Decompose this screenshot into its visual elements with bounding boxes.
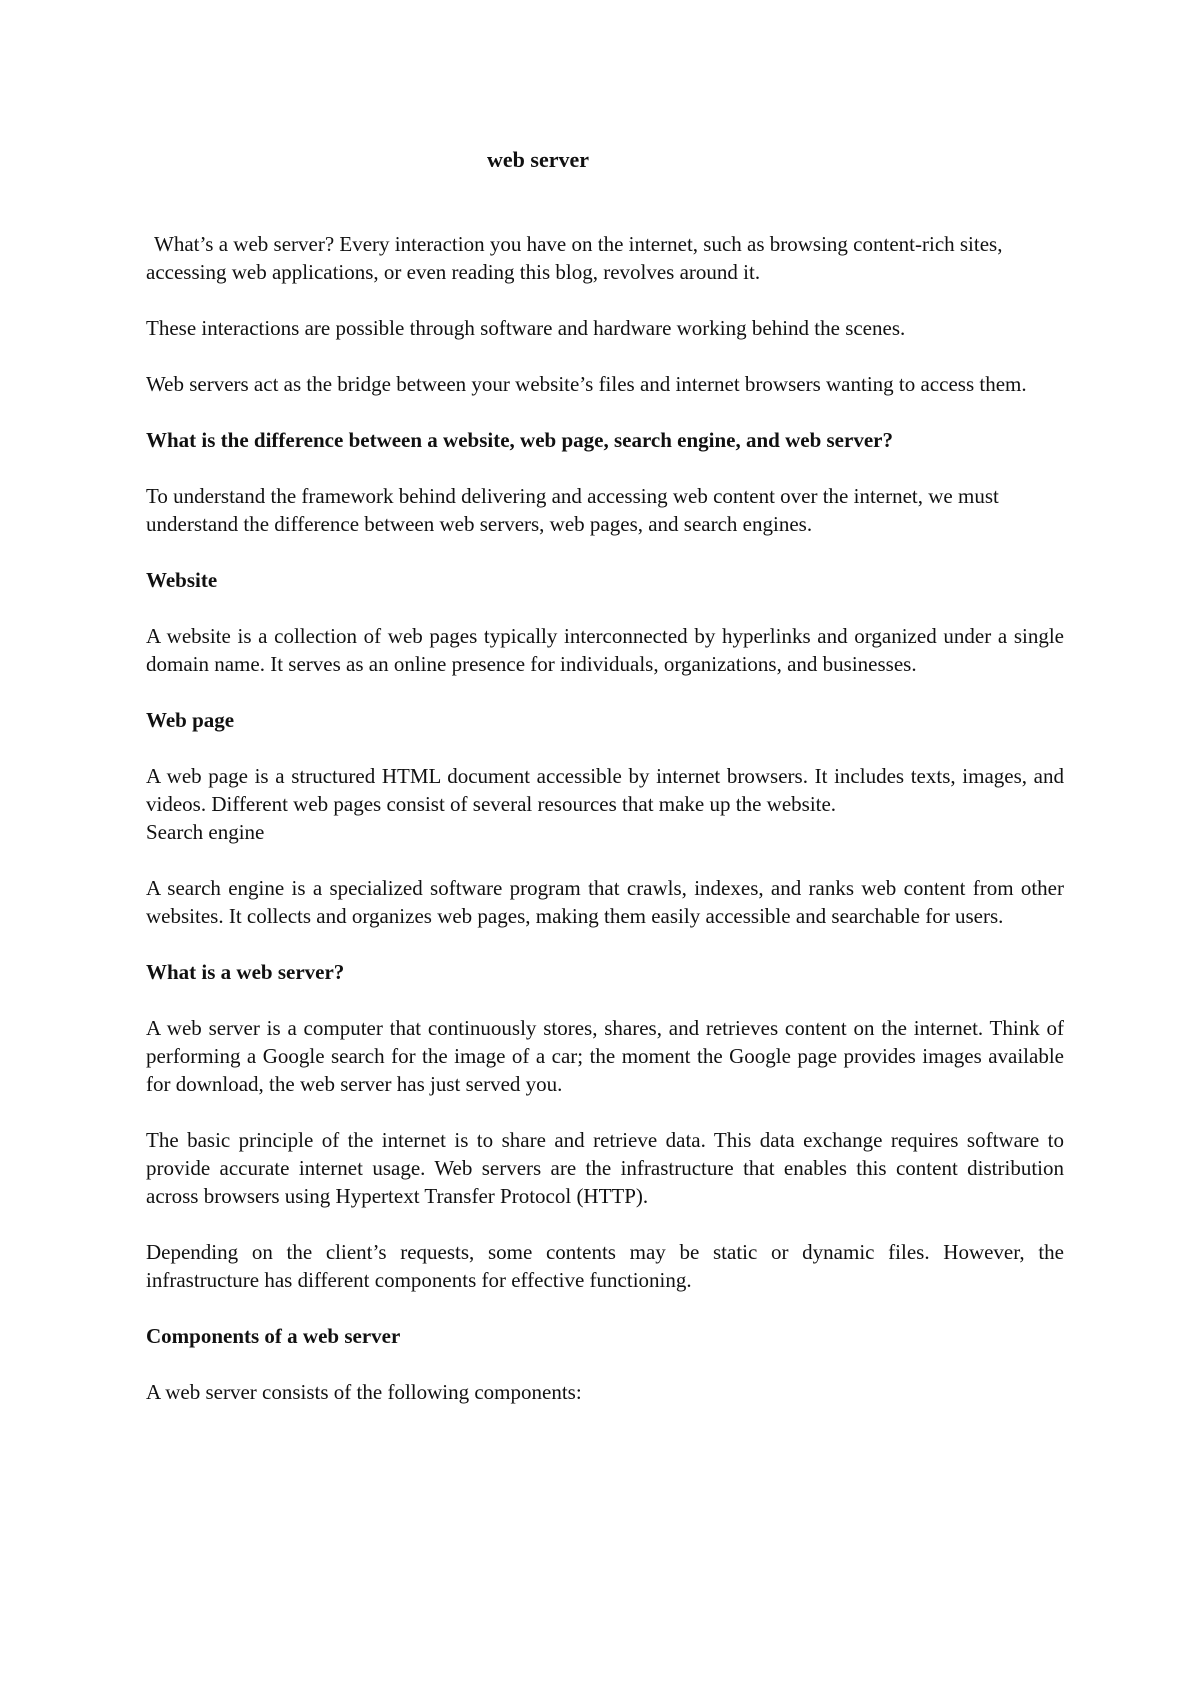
principle-paragraph: The basic principle of the internet is to share and retrieve data. This data exchange requires software to provide accurate internet usage. Web servers are the infrastructure that enables this content distribution across browsers using Hypertext Transfer Protocol (HTTP). [146, 1128, 1064, 1208]
components-heading: Components of a web server [146, 1324, 401, 1348]
requests-paragraph: Depending on the client’s requests, some contents may be static or dynamic files. However, the infrastructure has different components for effective functioning. [146, 1240, 1064, 1292]
difference-heading: What is the difference between a website, web page, search engine, and web server? [146, 428, 893, 452]
webpage-heading: Web page [146, 708, 235, 732]
search-engine-heading: Search engine [146, 820, 265, 844]
website-heading: Website [146, 568, 218, 592]
webpage-paragraph: A web page is a structured HTML document accessible by internet browsers. It includes texts, images, and videos. Different web pages consist of several resources that make up the website. [146, 764, 1064, 816]
intro-paragraph: What’s a web server? Every interaction you have on the internet, such as browsing content-rich sites, accessing web applications, or even reading this blog, revolves around it. [146, 232, 1003, 284]
interactions-paragraph: These interactions are possible through software and hardware working behind the scenes. [146, 316, 906, 340]
search-engine-paragraph: A search engine is a specialized software program that crawls, indexes, and ranks web content from other websites. It collects and organizes web pages, making them easily accessible and searchable for users. [146, 876, 1064, 928]
bridge-paragraph: Web servers act as the bridge between your website’s files and internet browsers wanting to access them. [146, 372, 1027, 396]
document-title: web server [487, 147, 590, 172]
document-body [146, 146, 1064, 1406]
website-paragraph: A website is a collection of web pages typically interconnected by hyperlinks and organized under a single domain name. It serves as an online presence for individuals, organizations, and businesses. [146, 624, 1064, 676]
components-paragraph: A web server consists of the following components: [146, 1380, 582, 1404]
framework-paragraph: To understand the framework behind delivering and accessing web content over the internet, we must understand the difference between web servers, web pages, and search engines. [146, 484, 999, 536]
what-is-web-server-heading: What is a web server? [146, 960, 345, 984]
web-server-paragraph: A web server is a computer that continuously stores, shares, and retrieves content on the internet. Think of performing a Google search for the image of a car; the moment the Google page provides images available for download, the web server has just served you. [146, 1016, 1064, 1096]
